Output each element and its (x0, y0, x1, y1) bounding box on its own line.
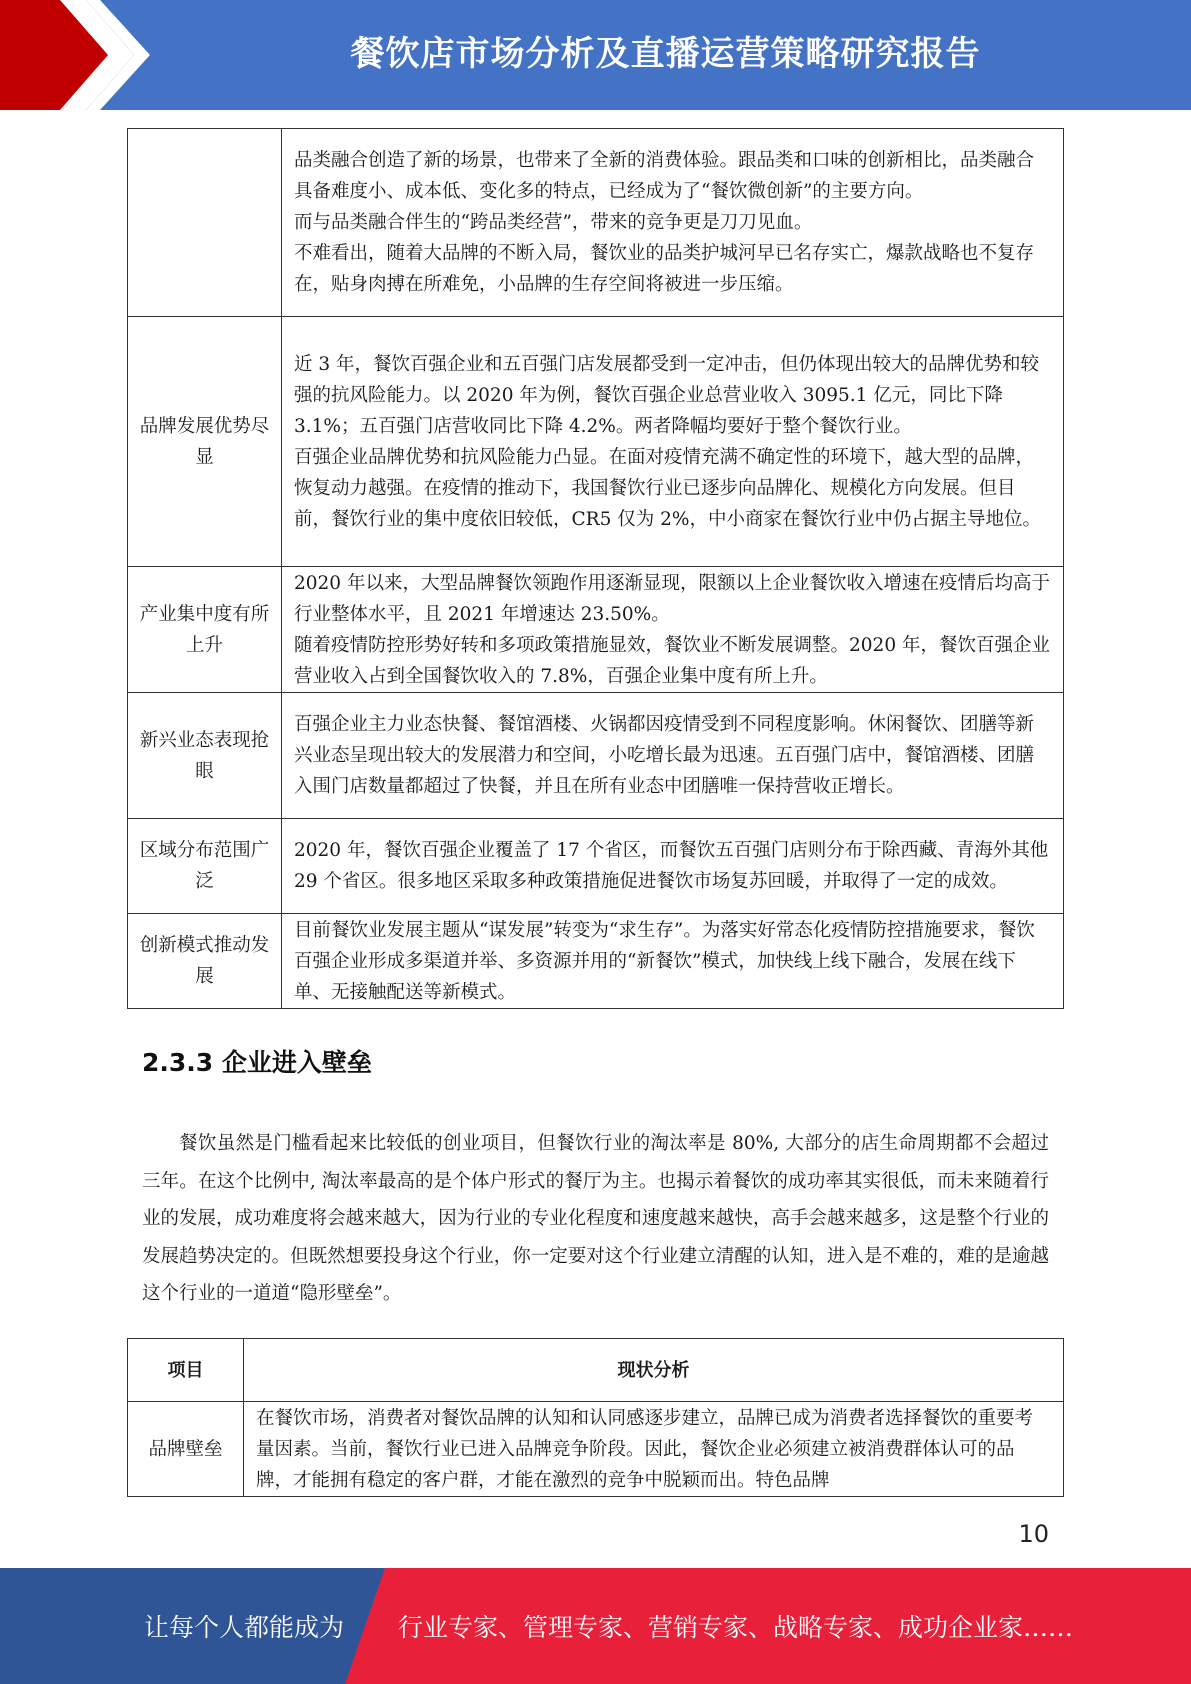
table-row (128, 317, 1064, 567)
table-row (128, 914, 1064, 1009)
row-label: 创新模式推动发展 (128, 914, 282, 1009)
row-label: 新兴业态表现抢眼 (128, 693, 282, 819)
table-row (128, 693, 1064, 819)
document-title: 餐饮店市场分析及直播运营策略研究报告 (350, 34, 981, 74)
entry-barriers-table (127, 1338, 1064, 1497)
content-paragraph: 2020 年，餐饮百强企业覆盖了 17 个省区，而餐饮五百强门店则分布于除西藏、青海外其他 29 个省区。很多地区采取多种政策措施促进餐饮市场复苏回暖，并取得了一定的成效。 (294, 840, 1049, 892)
row-content (282, 914, 1064, 1009)
table-row (128, 1402, 1064, 1497)
page-footer (0, 1568, 1191, 1684)
content-paragraph: 目前餐饮业发展主题从“谋发展”转变为“求生存”。为落实好常态化疫情防控措施要求，餐饮百强企业形成多渠道并举、多资源并用的“新餐饮”模式，加快线上线下融合，发展在线下单、无接触配送等新模式。 (294, 919, 1035, 1003)
table-header-row (128, 1339, 1064, 1402)
content-paragraph: 近 3 年，餐饮百强企业和五百强门店发展都受到一定冲击，但仍体现出较大的品牌优势和较强的抗风险能力。以 2020 年为例，餐饮百强企业总营业收入 3095.1 亿元，同比下降 3.1%；五百强门店营收同比下降 4.2%。两者降幅均要好于整个餐饮行业。 (294, 353, 1040, 437)
content-paragraph: 不难看出，随着大品牌的不断入局，餐饮业的品类护城河早已名存实亡，爆款战略也不复存在，贴身肉搏在所难免，小品牌的生存空间将被进一步压缩。 (294, 243, 1035, 295)
page-number: 10 (1018, 1520, 1049, 1548)
content-paragraph: 百强企业主力业态快餐、餐馆酒楼、火锅都因疫情受到不同程度影响。休闲餐饮、团膳等新兴业态呈现出较大的发展潜力和空间，小吃增长最为迅速。五百强门店中，餐馆酒楼、团膳入围门店数量都超过了快餐，并且在所有业态中团膳唯一保持营收正增长。 (294, 714, 1035, 797)
content-paragraph: 而与品类融合伴生的“跨品类经营”，带来的竞争更是刀刀见血。 (294, 212, 813, 233)
row-label (128, 129, 282, 317)
table-row (128, 567, 1064, 693)
row-label: 品牌壁垒 (128, 1402, 244, 1497)
row-content (282, 567, 1064, 693)
content-paragraph: 品类融合创造了新的场景，也带来了全新的消费体验。跟品类和口味的创新相比，品类融合具备难度小、成本低、变化多的特点，已经成为了“餐饮微创新”的主要方向。 (294, 150, 1035, 202)
row-label: 产业集中度有所上升 (128, 567, 282, 693)
content-paragraph: 百强企业品牌优势和抗风险能力凸显。在面对疫情充满不确定性的环境下，越大型的品牌，恢复动力越强。在疫情的推动下，我国餐饮行业已逐步向品牌化、规模化方向发展。但目前，餐饮行业的集中度依旧较低，CR5 仅为 2%，中小商家在餐饮行业中仍占据主导地位。 (294, 446, 1041, 530)
row-label: 品牌发展优势尽显 (128, 317, 282, 567)
body-paragraph: 餐饮虽然是门槛看起来比较低的创业项目，但餐饮行业的淘汰率是 80%, 大部分的店生命周期都不会超过三年。在这个比例中, 淘汰率最高的是个体户形式的餐厅为主。也揭示着餐饮的成功率其实很低，而未来随着行业的发展，成功难度将会越来越大，因为行业的专业化程度和速度越来越快，高手会越来越多，这是整个行业的发展趋势决定的。但既然想要投身这个行业，你一定要对这个行业建立清醒的认知，进入是不难的，难的是逾越这个行业的一道道“隐形壁垒”。 (142, 1133, 1049, 1304)
row-label: 区域分布范围广泛 (128, 819, 282, 914)
footer-slogan-left: 让每个人都能成为 (144, 1613, 345, 1642)
footer-slogan-right: 行业专家、管理专家、营销专家、战略专家、成功企业家…… (398, 1613, 1074, 1642)
row-content (282, 693, 1064, 819)
section-heading: 2.3.3 企业进入壁垒 (142, 1048, 372, 1077)
row-content: 在餐饮市场，消费者对餐饮品牌的认知和认同感逐步建立，品牌已成为消费者选择餐饮的重要考量因素。当前，餐饮行业已进入品牌竞争阶段。因此，餐饮企业必须建立被消费群体认可的品牌，才能拥有稳定的客户群，才能在激烈的竞争中脱颖而出。特色品牌 (244, 1402, 1064, 1497)
column-header: 现状分析 (244, 1339, 1064, 1402)
row-content (282, 819, 1064, 914)
market-features-table (127, 128, 1064, 1009)
page-header (0, 0, 1191, 110)
column-header: 项目 (128, 1339, 244, 1402)
row-content (282, 129, 1064, 317)
table-row (128, 819, 1064, 914)
row-content (282, 317, 1064, 567)
header-arrow-decoration (0, 0, 160, 110)
table-row (128, 129, 1064, 317)
content-paragraph: 随着疫情防控形势好转和多项政策措施显效，餐饮业不断发展调整。2020 年，餐饮百强企业营业收入占到全国餐饮收入的 7.8%，百强企业集中度有所上升。 (294, 634, 1050, 687)
content-paragraph: 2020 年以来，大型品牌餐饮领跑作用逐渐显现，限额以上企业餐饮收入增速在疫情后均高于行业整体水平，且 2021 年增速达 23.50%。 (294, 572, 1050, 625)
